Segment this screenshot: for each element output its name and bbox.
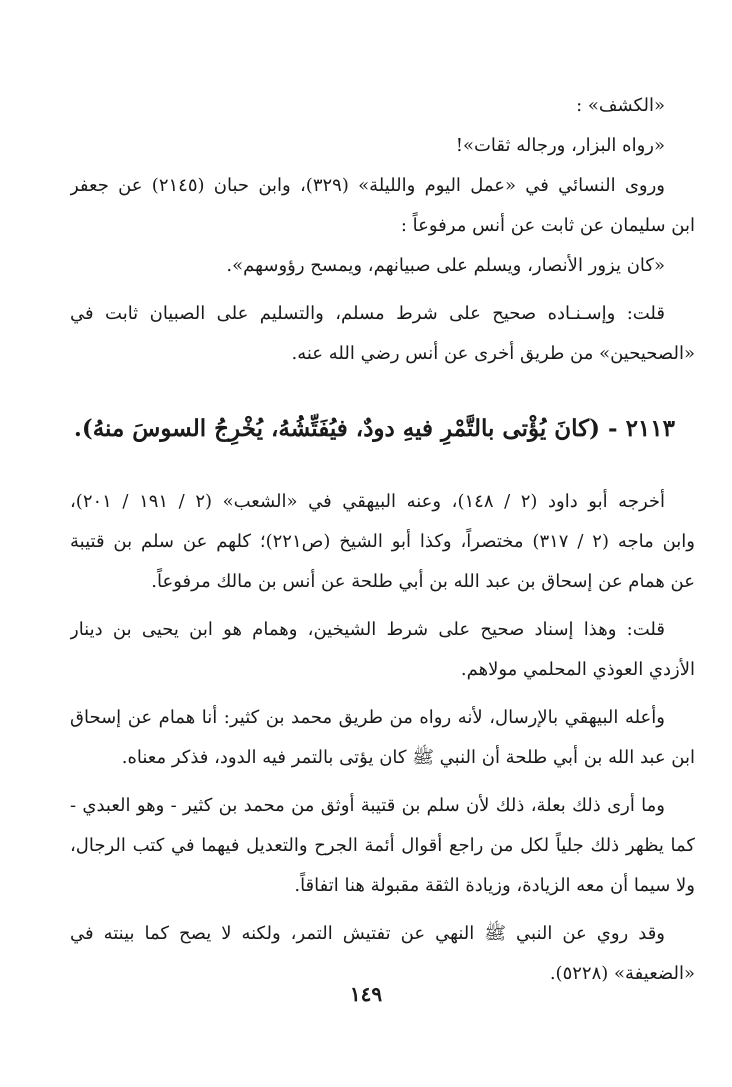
takhrij-line: قلت: وهذا إسناد صحيح على شرط الشيخين، وهمام هو ابن يحيى بن دينار [70, 619, 665, 640]
takhrij-line: «الضعيفة» (٥٢٢٨). [549, 963, 695, 984]
page-number: ١٤٩ [349, 982, 383, 1006]
takhrij-line: الأزدي العوذي المحلمي مولاهم. [460, 659, 695, 680]
takhrij-line: عن همام عن إسحاق بن عبد الله بن أبي طلحة عن أنس بن مالك مرفوعاً. [151, 571, 695, 592]
page-body [70, 86, 695, 994]
takhrij-line: ولا سيما أن معه الزيادة، وزيادة الثقة مقبولة هنا اتفاقاً. [294, 875, 695, 896]
body-line: «الصحيحين» من طريق أخرى عن أنس رضي الله عنه. [291, 343, 695, 364]
body-line: «الكشف» : [576, 95, 665, 116]
takhrij-line: وقد روي عن النبي ﷺ النهي عن تفتيش التمر، ولكنه لا يصح كما بينته في [70, 923, 665, 944]
takhrij-line: أخرجه أبو داود (٢ / ١٤٨)، وعنه البيهقي في «الشعب» (٢ / ١٩١ / ٢٠١)، [70, 491, 666, 512]
body-line: «رواه البزار، ورجاله ثقات»! [455, 135, 665, 156]
hadith-heading: ٢١١٣ - (كانَ يُؤْتى بالتَّمْرِ فيهِ دودٌ، فيُفَتِّشُهُ، يُخْرِجُ السوسَ منهُ). [73, 415, 675, 442]
takhrij-line: ابن عبد الله بن أبي طلحة أن النبي ﷺ كان يؤتى بالتمر فيه الدود، فذكر معناه. [121, 747, 695, 768]
body-line: ابن سليمان عن ثابت عن أنس مرفوعاً : [400, 215, 695, 236]
takhrij-line: وابن ماجه (٢ / ٣١٧) مختصراً، وكذا أبو الشيخ (ص٢٢١)؛ كلهم عن سلم بن قتيبة [70, 531, 695, 552]
body-line: وروى النسائي في «عمل اليوم والليلة» (٣٢٩)، وابن حبان (٢١٤٥) عن جعفر [70, 175, 666, 196]
body-line: «كان يزور الأنصار، ويسلم على صبيانهم، ويمسح رؤوسهم». [226, 255, 665, 276]
takhrij-line: كما يظهر ذلك جلياً لكل من راجع أقوال أئمة الجرح والتعديل فيهما في كتب الرجال، [70, 835, 695, 856]
takhrij-line: وأعله البيهقي بالإرسال، لأنه رواه من طريق محمد بن كثير: أنا همام عن إسحاق [70, 707, 665, 728]
takhrij-line: وما أرى ذلك بعلة، ذلك لأن سلم بن قتيبة أوثق من محمد بن كثير - وهو العبدي - [70, 795, 665, 816]
body-line: قلت: وإسـنـاده صحيح على شرط مسلم، والتسليم على الصبيان ثابت في [70, 303, 665, 324]
